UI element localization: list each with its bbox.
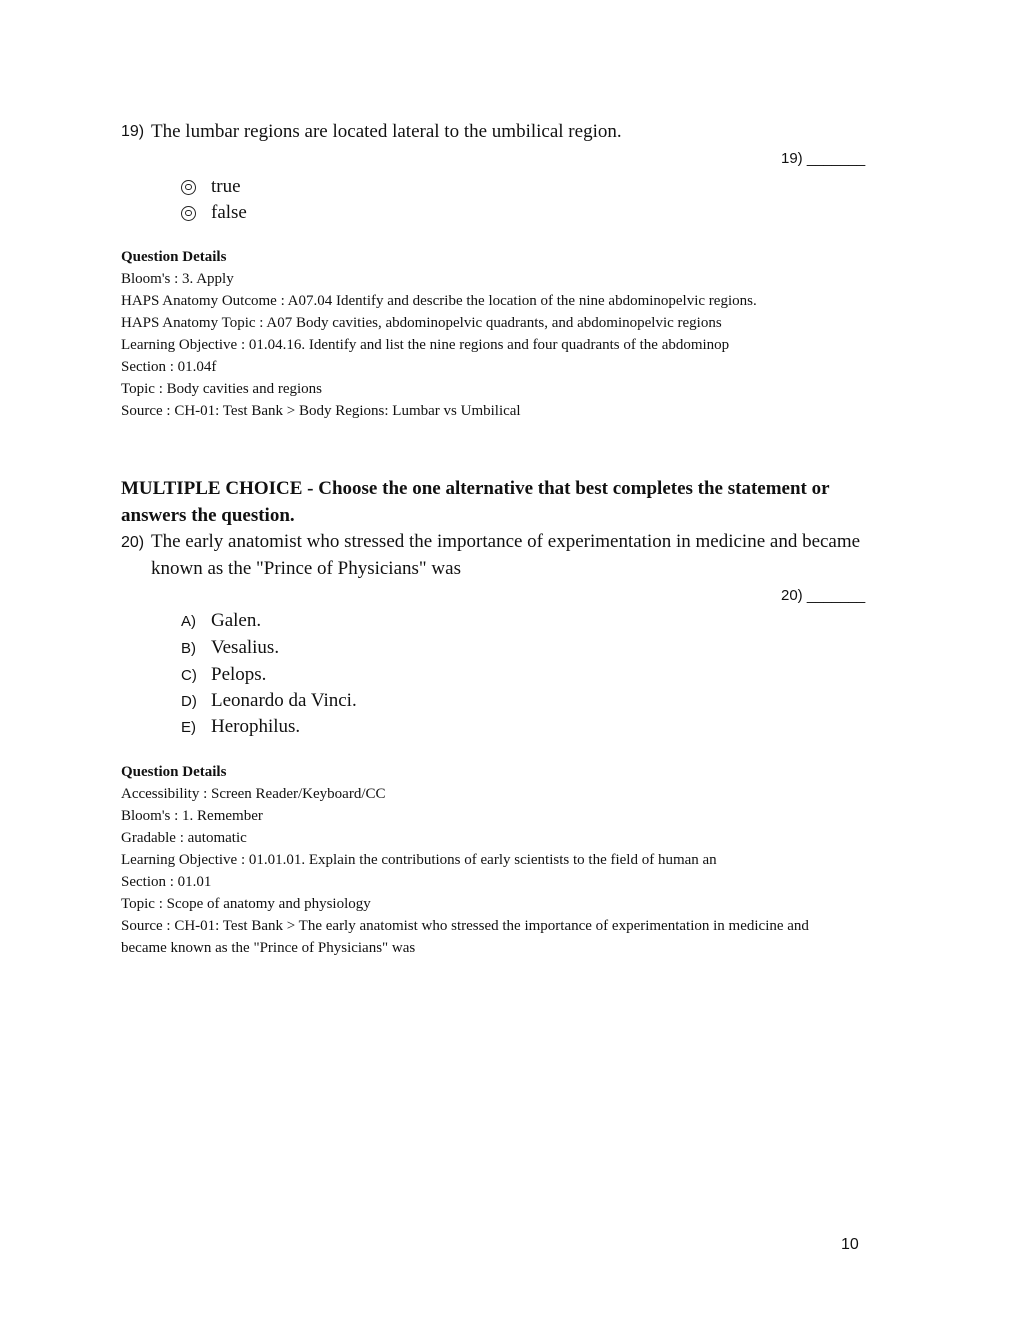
option-letter: C) <box>181 667 197 684</box>
detail-line: HAPS Anatomy Topic : A07 Body cavities, abdominopelvic quadrants, and abdominopelvic regions <box>121 315 722 331</box>
option-label: Galen. <box>211 610 262 631</box>
option-true[interactable] <box>181 176 241 198</box>
option-letter: E) <box>181 719 196 736</box>
detail-line: Learning Objective : 01.01.01. Explain the contributions of early scientists to the field of human an <box>121 852 717 868</box>
question-text: known as the "Prince of Physicians" was <box>151 558 461 579</box>
detail-line: Section : 01.01 <box>121 874 212 890</box>
detail-line: Topic : Body cavities and regions <box>121 381 322 397</box>
detail-line: Section : 01.04f <box>121 359 217 375</box>
page-number: 10 <box>841 1236 859 1253</box>
detail-line: Source : CH-01: Test Bank > Body Regions: Lumbar vs Umbilical <box>121 403 521 419</box>
detail-line: Source : CH-01: Test Bank > The early anatomist who stressed the importance of experimentation in medicine and <box>121 918 809 934</box>
radio-button-icon[interactable] <box>181 206 196 221</box>
question-number: 20) <box>121 534 145 551</box>
radio-button-icon[interactable] <box>181 180 196 195</box>
question-text: The lumbar regions are located lateral to the umbilical region. <box>151 121 622 142</box>
detail-line: HAPS Anatomy Outcome : A07.04 Identify and describe the location of the nine abdominopelvic regions. <box>121 293 757 309</box>
section-heading-line: MULTIPLE CHOICE - Choose the one alternative that best completes the statement or <box>121 478 830 499</box>
option-a[interactable] <box>181 610 261 632</box>
option-false[interactable] <box>181 202 247 224</box>
detail-line: became known as the "Prince of Physicians" was <box>121 940 416 956</box>
option-label: false <box>211 202 247 223</box>
option-label: Leonardo da Vinci. <box>211 690 357 711</box>
detail-line: Bloom's : 1. Remember <box>121 808 263 824</box>
question-details-heading: Question Details <box>121 249 227 265</box>
option-letter: D) <box>181 693 197 710</box>
option-letter: A) <box>181 613 196 630</box>
detail-line: Learning Objective : 01.04.16. Identify and list the nine regions and four quadrants of the abdominop <box>121 337 730 353</box>
detail-line: Topic : Scope of anatomy and physiology <box>121 896 371 912</box>
option-d[interactable] <box>181 690 357 712</box>
option-c[interactable] <box>181 664 266 686</box>
option-label: Vesalius. <box>211 637 280 658</box>
answer-blank[interactable]: 20) _______ <box>781 587 866 604</box>
answer-blank[interactable]: 19) _______ <box>781 150 866 167</box>
option-b[interactable] <box>181 637 279 659</box>
option-label: Pelops. <box>211 664 267 685</box>
question-details-heading: Question Details <box>121 764 227 780</box>
option-e[interactable] <box>181 716 300 738</box>
section-heading-line: answers the question. <box>121 505 295 526</box>
question-number: 19) <box>121 123 145 140</box>
detail-line: Gradable : automatic <box>121 830 247 846</box>
option-label: Herophilus. <box>211 716 301 737</box>
question-text: The early anatomist who stressed the importance of experimentation in medicine and became <box>151 531 861 552</box>
option-letter: B) <box>181 640 196 657</box>
option-label: true <box>211 176 241 197</box>
detail-line: Accessibility : Screen Reader/Keyboard/CC <box>121 786 386 802</box>
detail-line: Bloom's : 3. Apply <box>121 271 234 287</box>
